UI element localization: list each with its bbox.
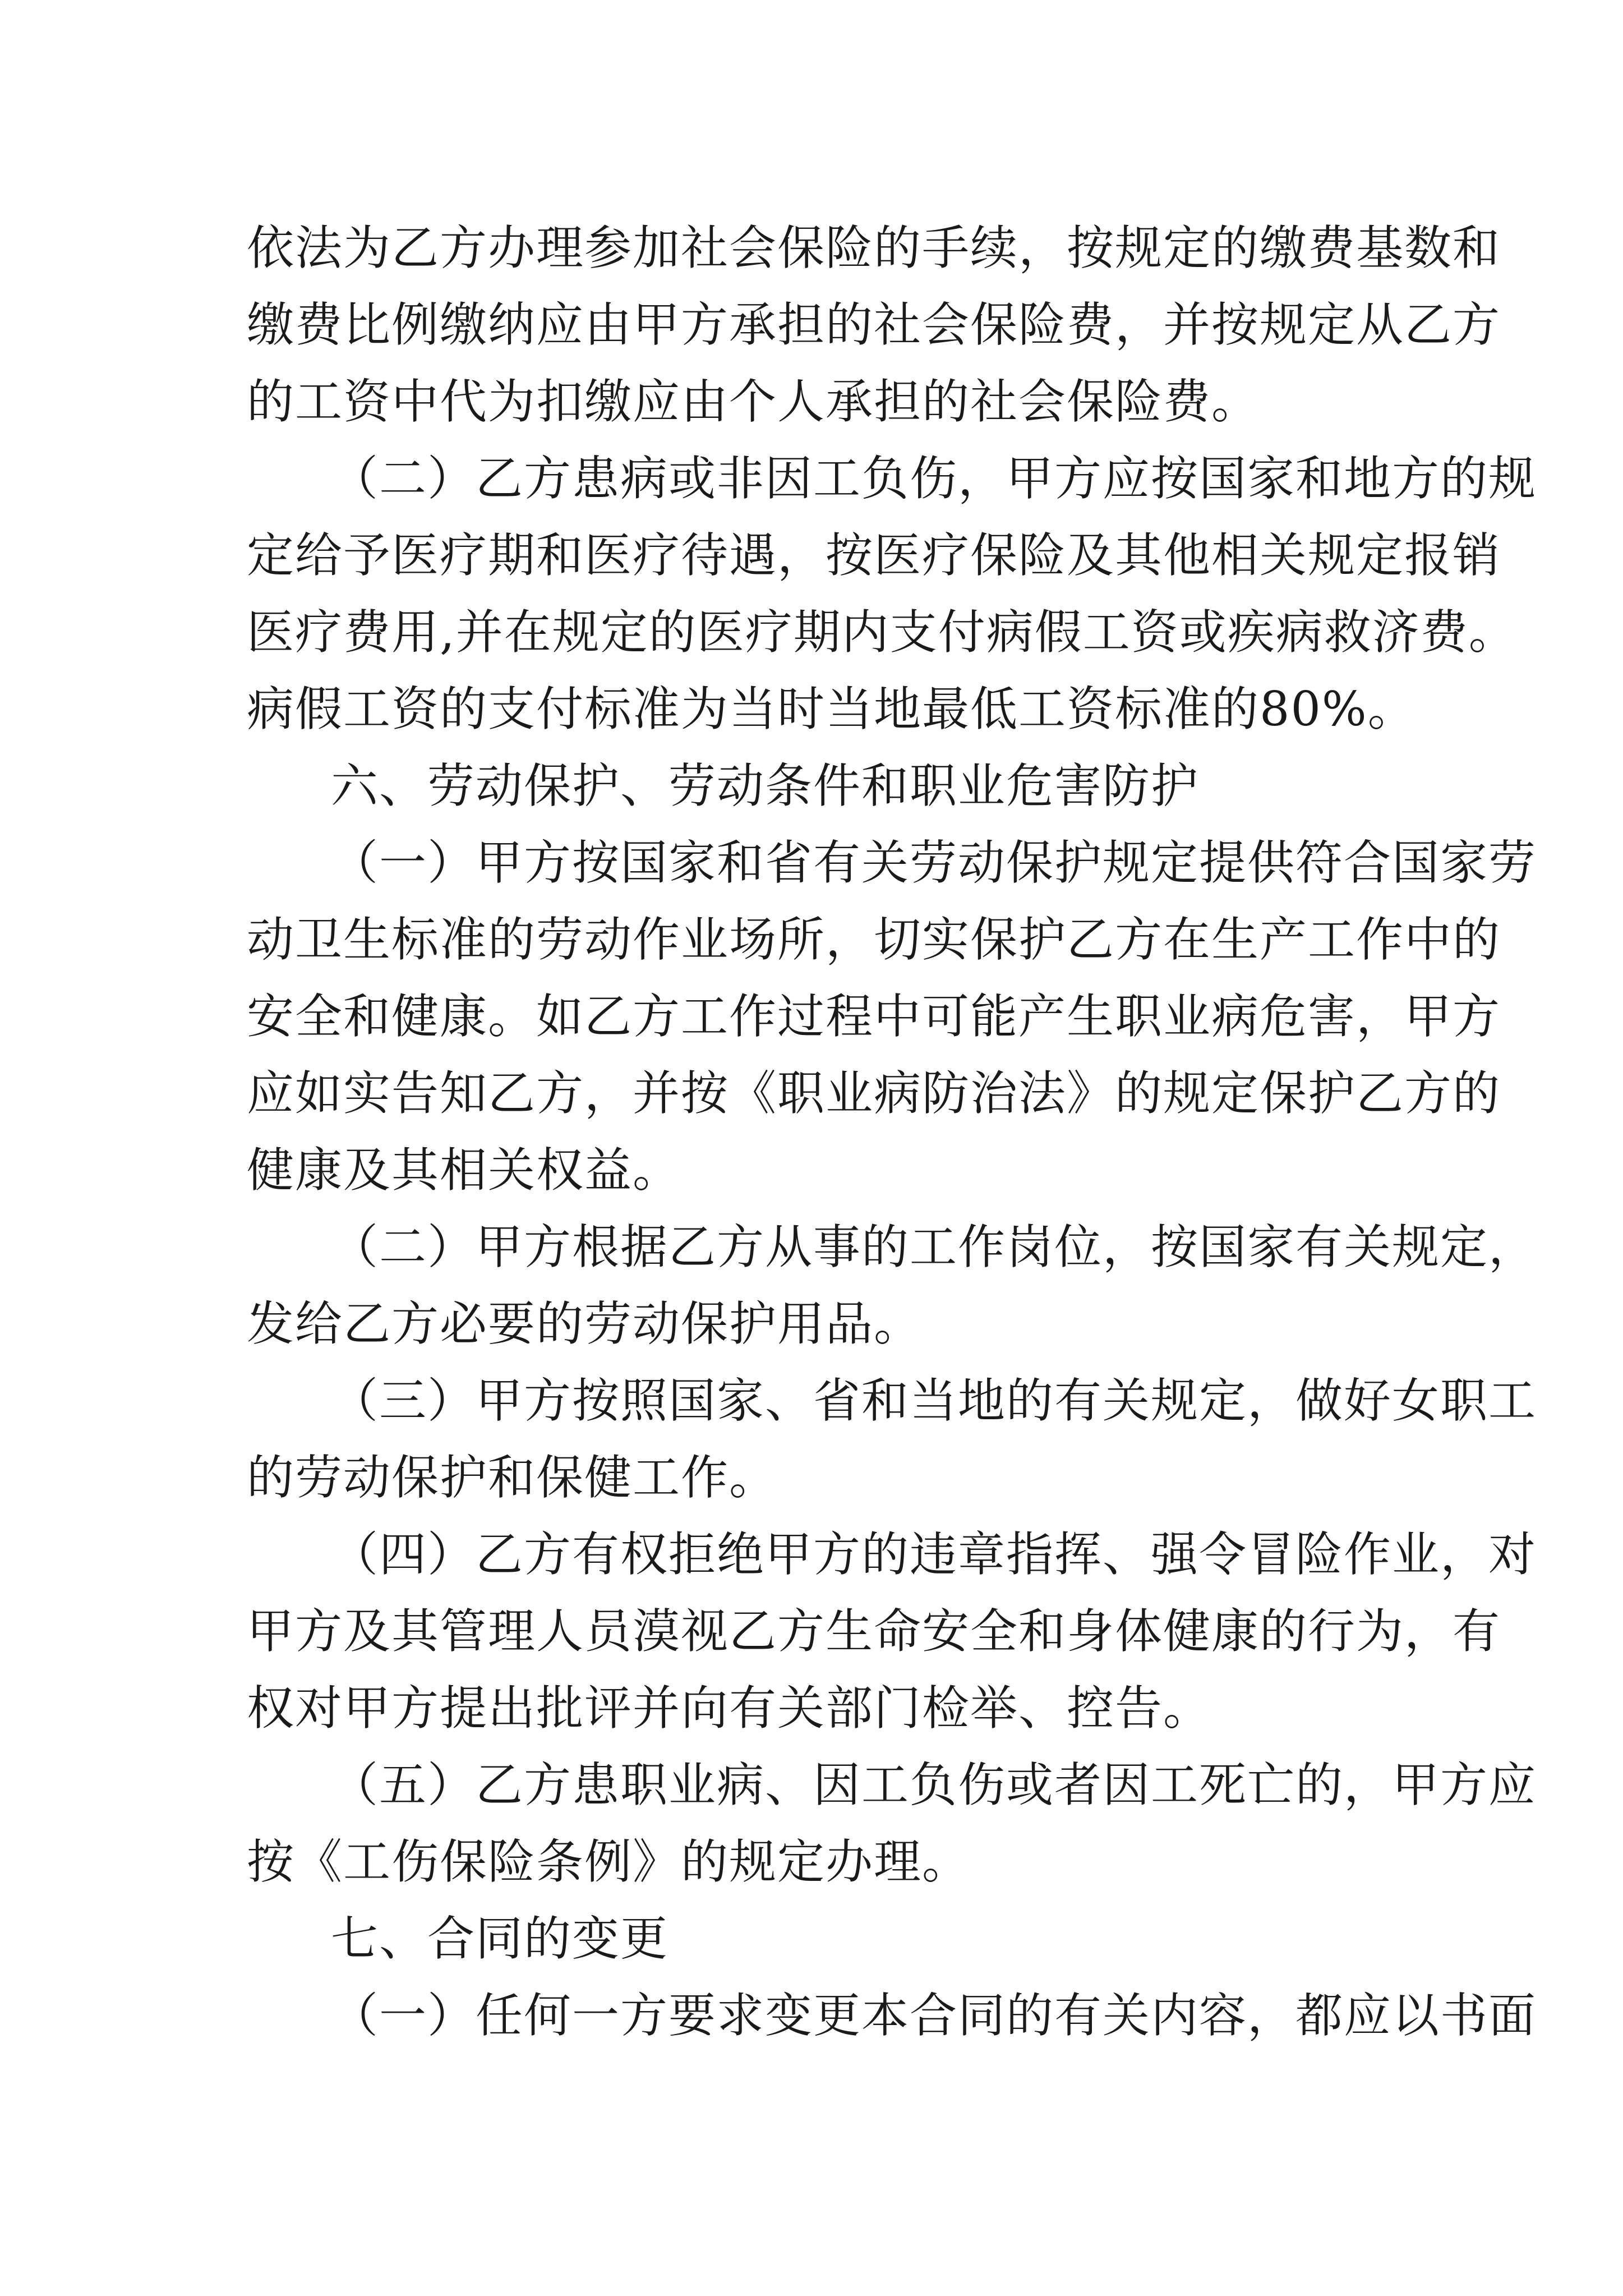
text-line: 的劳动保护和保健工作。 — [247, 1450, 778, 1505]
document-page — [247, 210, 1537, 2054]
text-line: 的工资中代为扣缴应由个人承担的社会保险费。 — [247, 374, 1260, 429]
text-line: （二）乙方患病或非因工负伤，甲方应按国家和地方的规 — [331, 451, 1537, 506]
text-line: 权对甲方提出批评并向有关部门检举、控告。 — [247, 1681, 1212, 1736]
text-line: 应如实告知乙方，并按《职业病防治法》的规定保护乙方的 — [247, 1066, 1501, 1121]
text-line: 七、合同的变更 — [331, 1911, 669, 1966]
text-line: 发给乙方必要的劳动保护用品。 — [247, 1296, 923, 1351]
text-line: （四）乙方有权拒绝甲方的违章指挥、强令冒险作业，对 — [331, 1527, 1537, 1582]
text-line: （一）任何一方要求变更本合同的有关内容，都应以书面 — [331, 1988, 1537, 2043]
text-line: 依法为乙方办理参加社会保险的手续，按规定的缴费基数和 — [247, 220, 1501, 275]
text-line: 安全和健康。如乙方工作过程中可能产生职业病危害，甲方 — [247, 989, 1501, 1044]
text-line: 按《工伤保险条例》的规定办理。 — [247, 1834, 971, 1889]
text-line: （五）乙方患职业病、因工负伤或者因工死亡的，甲方应 — [331, 1757, 1537, 1812]
text-line: 病假工资的支付标准为当时当地最低工资标准的80%。 — [247, 682, 1416, 737]
text-line: 甲方及其管理人员漠视乙方生命安全和身体健康的行为，有 — [247, 1604, 1501, 1659]
text-line: 医疗费用,并在规定的医疗期内支付病假工资或疾病救济费。 — [247, 605, 1517, 660]
text-line: 动卫生标准的劳动作业场所，切实保护乙方在生产工作中的 — [247, 912, 1501, 967]
text-line: 缴费比例缴纳应由甲方承担的社会保险费，并按规定从乙方 — [247, 297, 1501, 352]
text-line: 定给予医疗期和医疗待遇，按医疗保险及其他相关规定报销 — [247, 528, 1501, 583]
text-line: （二）甲方根据乙方从事的工作岗位，按国家有关规定， — [331, 1220, 1537, 1274]
text-line: 六、劳动保护、劳动条件和职业危害防护 — [331, 758, 1200, 813]
text-line: （三）甲方按照国家、省和当地的有关规定，做好女职工 — [331, 1373, 1537, 1428]
text-line: （一）甲方按国家和省有关劳动保护规定提供符合国家劳 — [331, 835, 1537, 890]
text-line: 健康及其相关权益。 — [247, 1143, 681, 1198]
